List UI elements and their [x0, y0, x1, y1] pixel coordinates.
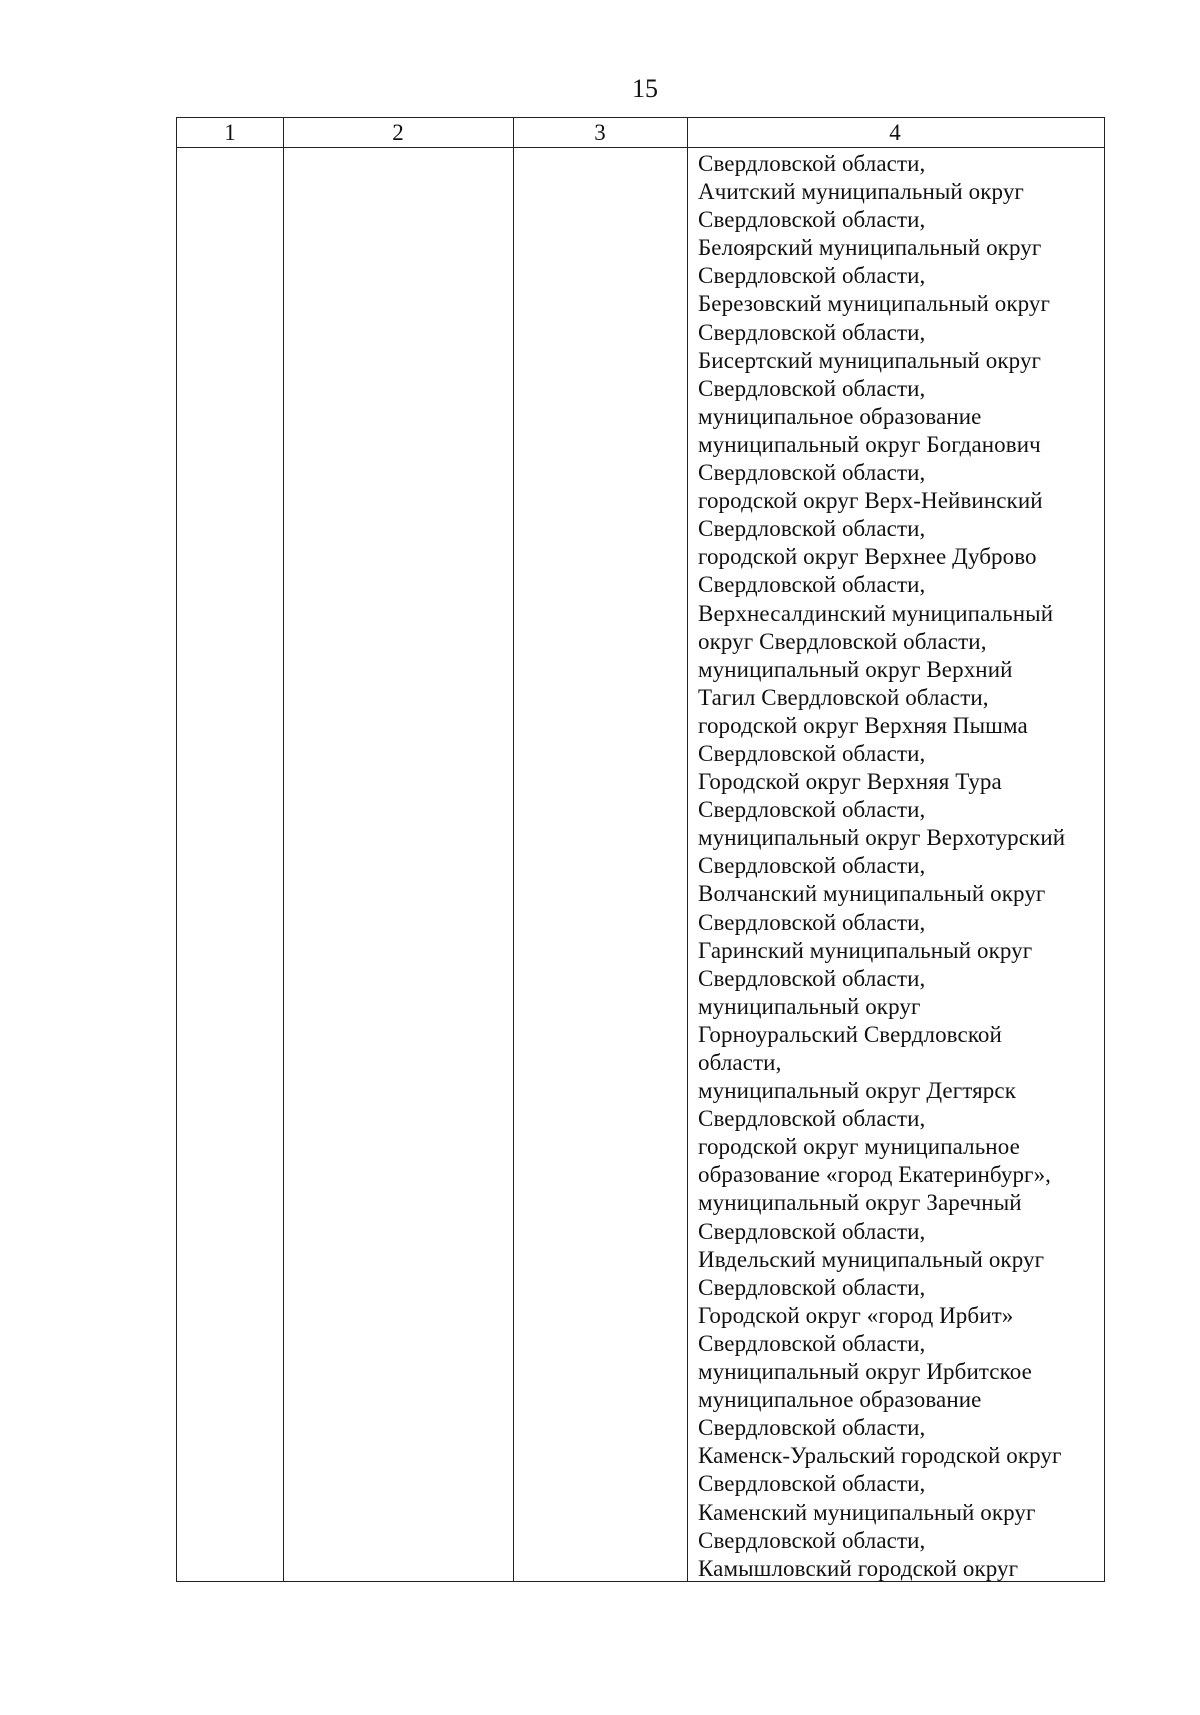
column-divider-3 [687, 118, 688, 1581]
column-4-text-line: Свердловской области, [698, 319, 926, 345]
column-4-text-line: Свердловской области, [698, 1106, 926, 1132]
column-4-text-line: Свердловской области, [698, 797, 926, 823]
column-4-text-line: Свердловской области, [698, 516, 926, 542]
column-4-text-line: Свердловской области, [698, 853, 926, 879]
column-divider-2 [513, 118, 514, 1581]
column-4-text-line: городской округ муниципальное [698, 1134, 1020, 1160]
column-header-3: 3 [594, 120, 606, 145]
column-4-text-line: Свердловской области, [698, 207, 926, 233]
column-4-text-line: Ивдельский муниципальный округ [698, 1246, 1045, 1272]
column-4-text-line: Свердловской области, [698, 572, 926, 598]
column-4-text-line: Свердловской области, [698, 263, 926, 289]
column-4-text-line: Свердловской области, [698, 1274, 926, 1300]
column-4-text-line: муниципальное образование [698, 1387, 982, 1413]
column-4-text-line: муниципальный округ Заречный [698, 1190, 1022, 1216]
column-4-text-line: Каменский муниципальный округ [698, 1499, 1036, 1525]
column-header-4: 4 [889, 120, 901, 145]
column-4-text-line: муниципальный округ Верхний [698, 656, 1013, 682]
column-4-text-line: области, [698, 1050, 782, 1075]
column-4-text-line: Свердловской области, [698, 965, 926, 991]
column-4-text-line: Свердловской области, [698, 1218, 926, 1244]
column-4-text-line: Городской округ Верхняя Тура [698, 769, 1002, 795]
column-4-text-line: городской округ Верхняя Пышма [698, 712, 1028, 738]
column-4-content [698, 150, 1100, 1581]
column-4-text-line: образование «город Екатеринбург», [698, 1162, 1052, 1188]
page-number: 15 [632, 74, 658, 103]
column-4-text-line: муниципальный округ Ирбитское [698, 1359, 1032, 1385]
column-4-text-line: муниципальное образование [698, 403, 982, 429]
column-4-text-line: Камышловский городской округ [698, 1555, 1019, 1581]
column-4-text-line: округ Свердловской области, [698, 628, 987, 654]
column-4-text-line: муниципальный округ Верхотурский [698, 825, 1066, 851]
column-4-text-line: городской округ Верхнее Дуброво [698, 544, 1037, 570]
document-table [176, 117, 1105, 1582]
column-4-text-line: Свердловской области, [698, 1527, 926, 1553]
column-header-2: 2 [392, 120, 404, 145]
column-4-text-line: городской округ Верх-Нейвинский [698, 488, 1043, 514]
column-4-text-line: Свердловской области, [698, 909, 926, 935]
column-4-text-line: Гаринский муниципальный округ [698, 937, 1033, 963]
column-4-text-line: Белоярский муниципальный округ [698, 235, 1042, 261]
column-4-text-line: муниципальный округ Богданович [698, 431, 1041, 457]
column-4-text-line: муниципальный округ Дегтярск [698, 1078, 1016, 1104]
column-4-text-line: Каменск-Уральский городской округ [698, 1443, 1062, 1469]
column-4-text-line: Городской округ «город Ирбит» [698, 1302, 1014, 1328]
column-4-text-line: Горноуральский Свердловской [698, 1021, 1002, 1047]
column-4-text-line: Свердловской области, [698, 1415, 926, 1441]
column-divider-1 [283, 118, 284, 1581]
column-4-text-line: Свердловской области, [698, 375, 926, 401]
table-header-row [177, 118, 1104, 148]
column-4-text-line: Свердловской области, [698, 1471, 926, 1497]
column-header-1: 1 [224, 120, 236, 145]
column-4-text-line: Березовский муниципальный округ [698, 291, 1051, 317]
column-4-text-line: Свердловской области, [698, 740, 926, 766]
column-4-text-line: Бисертский муниципальный округ [698, 347, 1042, 373]
column-4-text-line: Свердловской области, [698, 1330, 926, 1356]
column-4-text-line: Тагил Свердловской области, [698, 684, 989, 710]
column-4-text-line: Верхнесалдинский муниципальный [698, 600, 1054, 626]
column-4-text-line: Свердловской области, [698, 460, 926, 486]
column-4-text-line: Ачитский муниципальный округ [698, 179, 1024, 205]
column-4-text-line: Свердловской области, [698, 151, 926, 176]
column-4-text-line: Волчанский муниципальный округ [698, 881, 1046, 907]
column-4-text-line: муниципальный округ [698, 993, 921, 1019]
